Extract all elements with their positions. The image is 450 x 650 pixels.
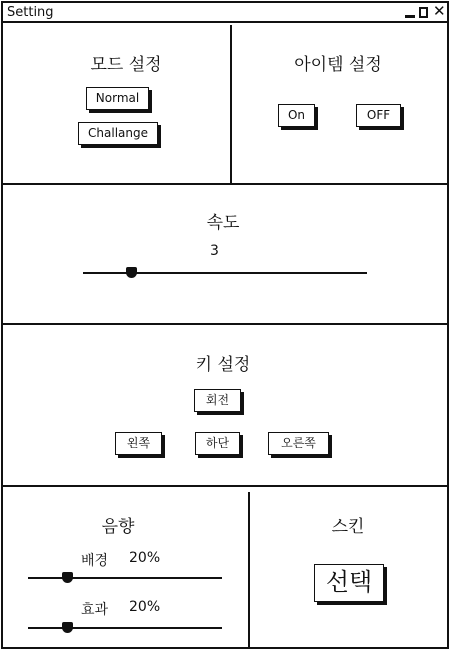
sound-heading: 음향 (101, 517, 135, 537)
effect-value: 20% (129, 599, 161, 615)
key-settings-heading: 키 설정 (195, 355, 251, 375)
skin-select-button[interactable]: 선택 (314, 564, 384, 602)
mode-settings-heading: 모드 설정 (90, 55, 162, 75)
minimize-icon[interactable] (405, 15, 415, 18)
right-key-button[interactable]: 오른쪽 (268, 432, 329, 455)
down-key-button[interactable]: 하단 (195, 432, 240, 455)
column-divider (230, 25, 232, 183)
effect-slider-thumb[interactable] (62, 622, 73, 633)
skin-heading: 스킨 (331, 517, 365, 537)
item-on-button[interactable]: On (278, 104, 315, 127)
speed-heading: 속도 (206, 213, 240, 233)
challenge-mode-button[interactable]: Challange (78, 122, 158, 145)
rotate-key-button[interactable]: 회전 (194, 389, 241, 412)
normal-mode-button[interactable]: Normal (86, 87, 149, 110)
close-icon[interactable]: ✕ (433, 2, 446, 20)
bgm-slider-track[interactable] (28, 577, 222, 579)
item-off-button[interactable]: OFF (356, 104, 401, 127)
column-divider (248, 492, 250, 648)
effect-slider-track[interactable] (28, 627, 222, 629)
maximize-icon[interactable] (419, 7, 428, 18)
left-key-button[interactable]: 왼쪽 (115, 432, 162, 455)
bgm-label: 배경 (81, 553, 109, 569)
bgm-value: 20% (129, 550, 161, 566)
section-divider (3, 183, 447, 185)
speed-slider-thumb[interactable] (126, 267, 137, 278)
bgm-slider-thumb[interactable] (62, 572, 73, 583)
speed-value: 3 (210, 243, 219, 259)
item-settings-heading: 아이템 설정 (294, 55, 382, 75)
effect-label: 효과 (81, 602, 109, 618)
section-divider (3, 323, 447, 325)
window-title: Setting (7, 5, 54, 20)
settings-window (1, 1, 449, 649)
section-divider (3, 485, 447, 487)
title-bar (3, 3, 447, 23)
